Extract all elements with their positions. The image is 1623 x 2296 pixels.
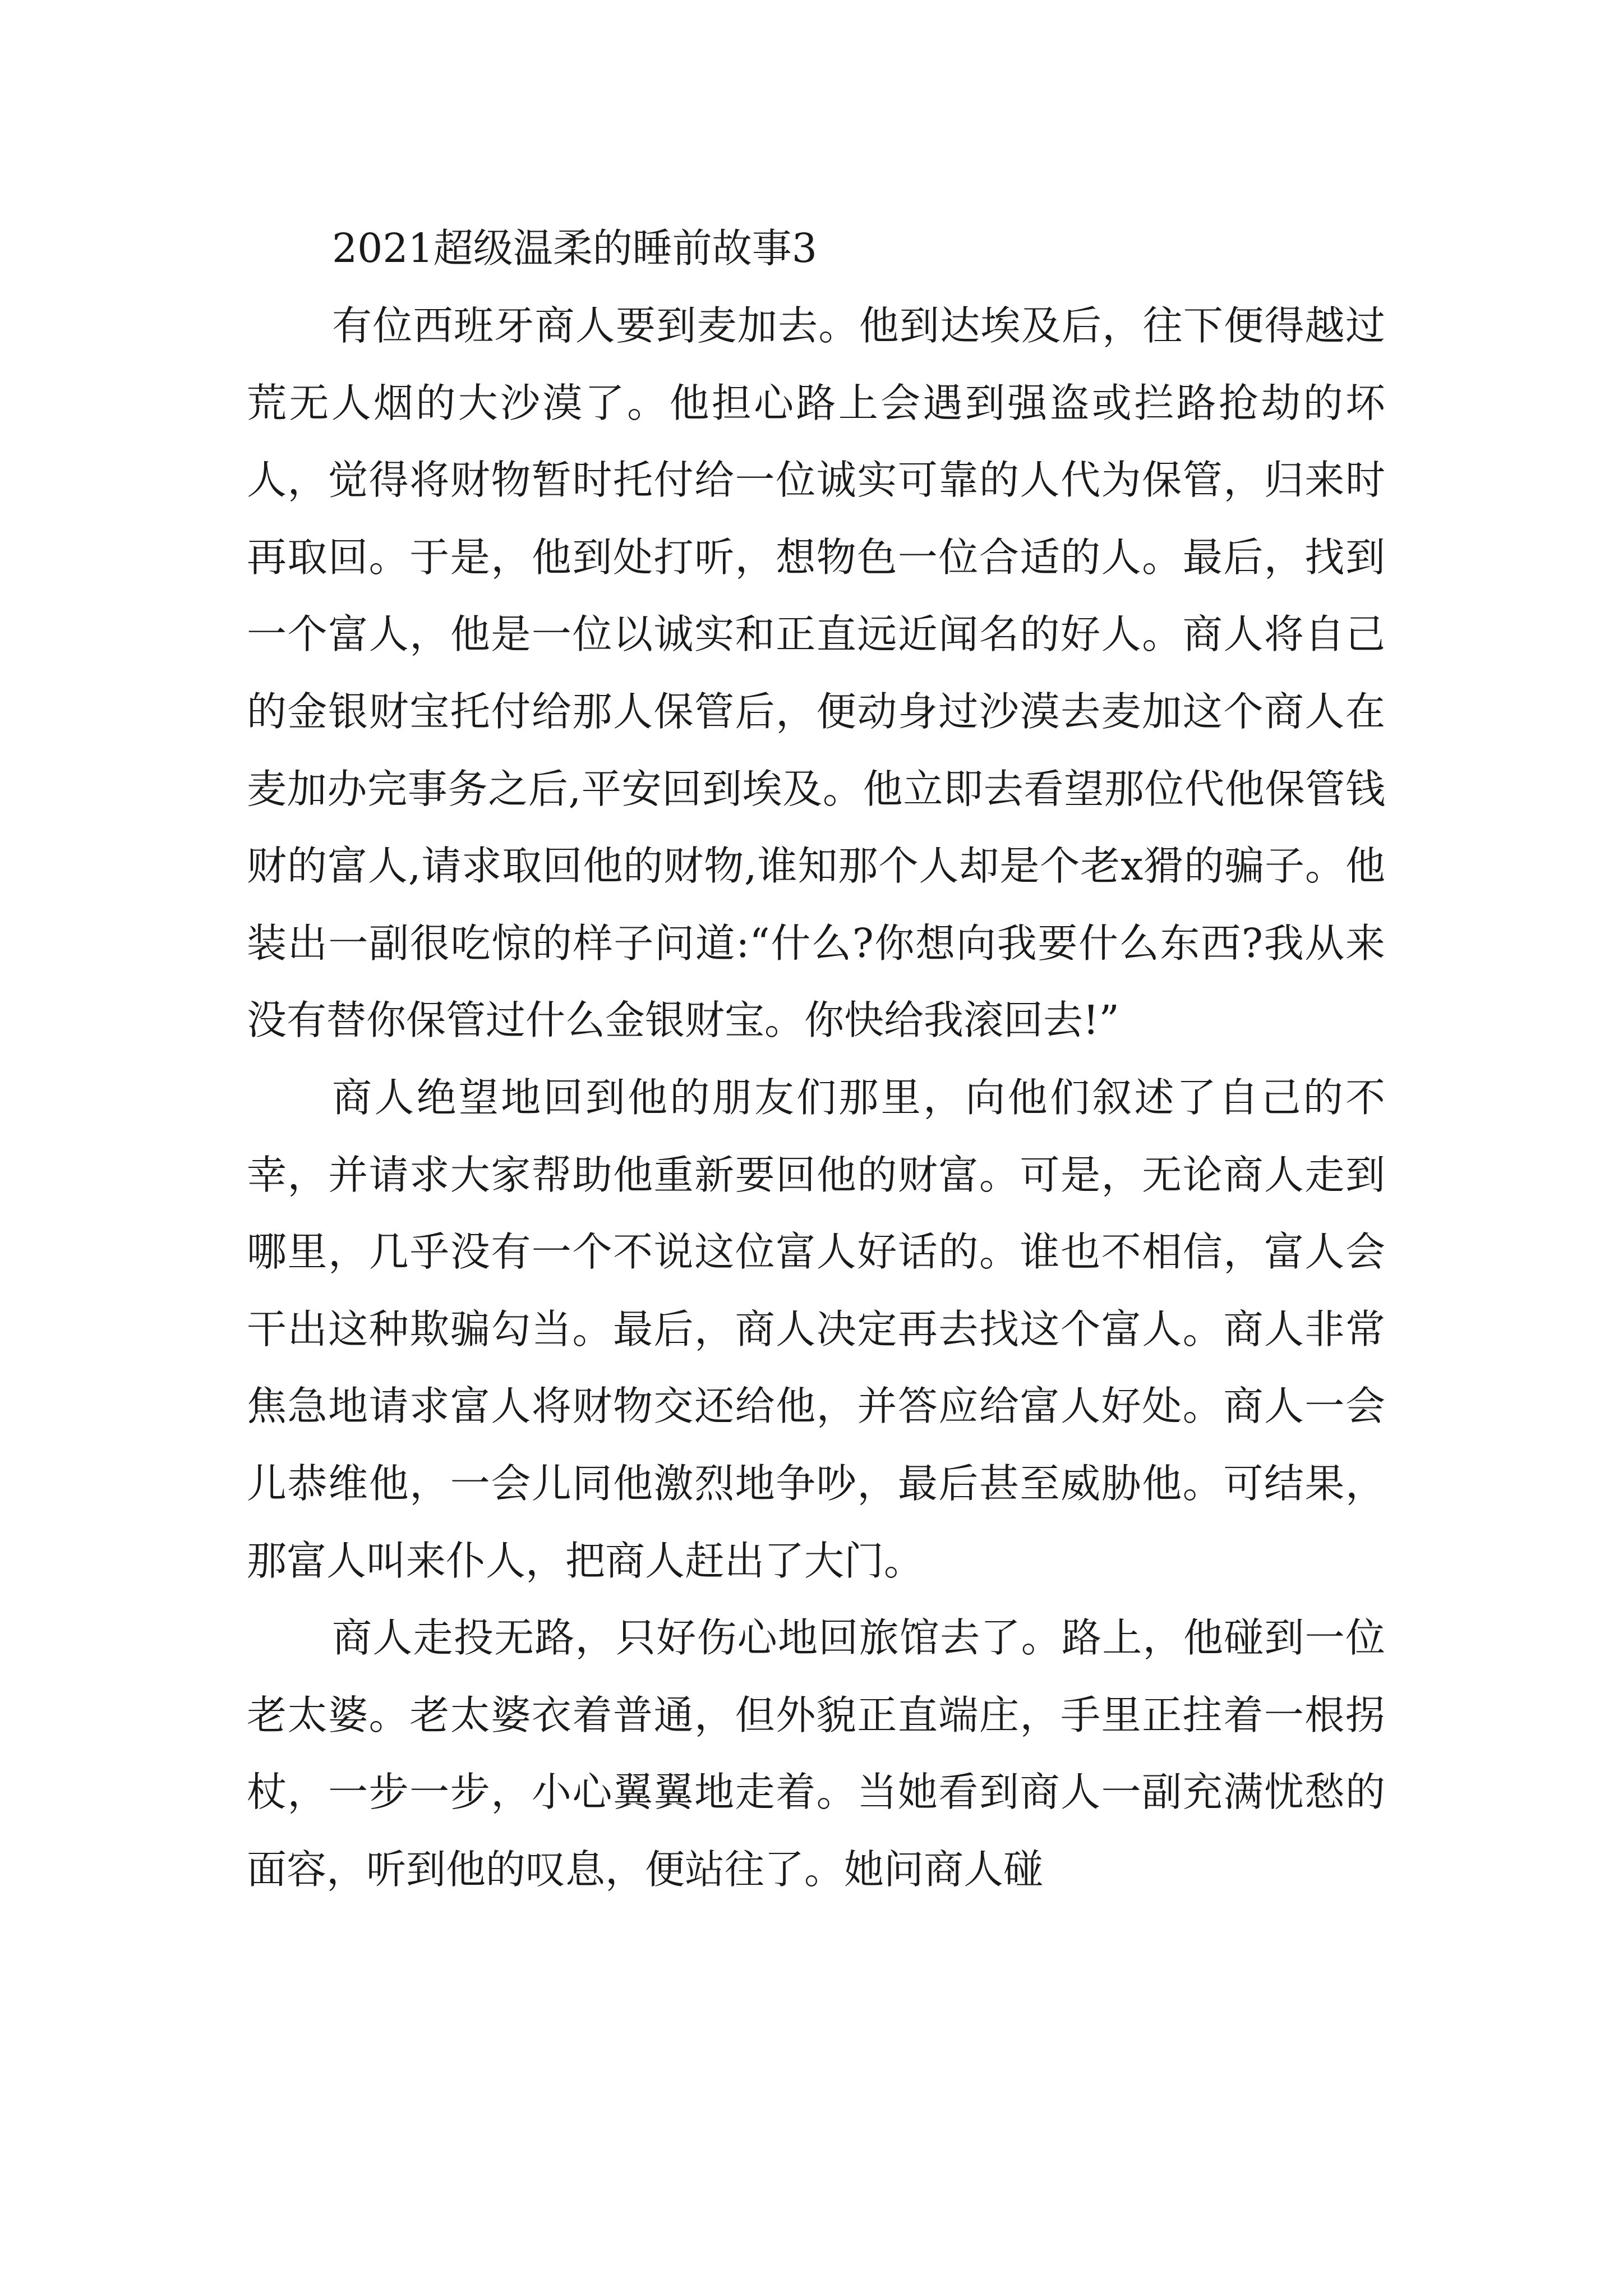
paragraph-3: 商人走投无路，只好伤心地回旅馆去了。路上，他碰到一位老太婆。老太婆衣着普通，但外貌正直端庄，手里正拄着一根拐杖，一步一步，小心翼翼地走着。当她看到商人一副充满忧愁的面容，听到他的叹息，便站往了。她问商人碰 <box>247 1614 1385 1893</box>
document-body <box>247 210 1385 1908</box>
paragraph-2: 商人绝望地回到他的朋友们那里，向他们叙述了自己的不幸，并请求大家帮助他重新要回他的财富。可是，无论商人走到哪里，几乎没有一个不说这位富人好话的。谁也不相信，富人会干出这种欺骗勾当。最后，商人决定再去找这个富人。商人非常焦急地请求富人将财物交还给他，并答应给富人好处。商人一会儿恭维他，一会儿同他激烈地争吵，最后甚至威胁他。可结果，那富人叫来仆人，把商人赶出了大门。 <box>247 1074 1385 1584</box>
document-title: 2021超级温柔的睡前故事3 <box>332 225 817 272</box>
paragraph-1: 有位西班牙商人要到麦加去。他到达埃及后，往下便得越过荒无人烟的大沙漠了。他担心路上会遇到强盗或拦路抢劫的坏人，觉得将财物暂时托付给一位诚实可靠的人代为保管，归来时再取回。于是，他到处打听，想物色一位合适的人。最后，找到一个富人，他是一位以诚实和正直远近闻名的好人。商人将自己的金银财宝托付给那人保管后，便动身过沙漠去麦加这个商人在麦加办完事务之后,平安回到埃及。他立即去看望那位代他保管钱财的富人,请求取回他的财物,谁知那个人却是个老x猾的骗子。他装出一副很吃惊的样子问道:“什么?你想向我要什么东西?我从来没有替你保管过什么金银财宝。你快给我滚回去!” <box>247 302 1385 1044</box>
